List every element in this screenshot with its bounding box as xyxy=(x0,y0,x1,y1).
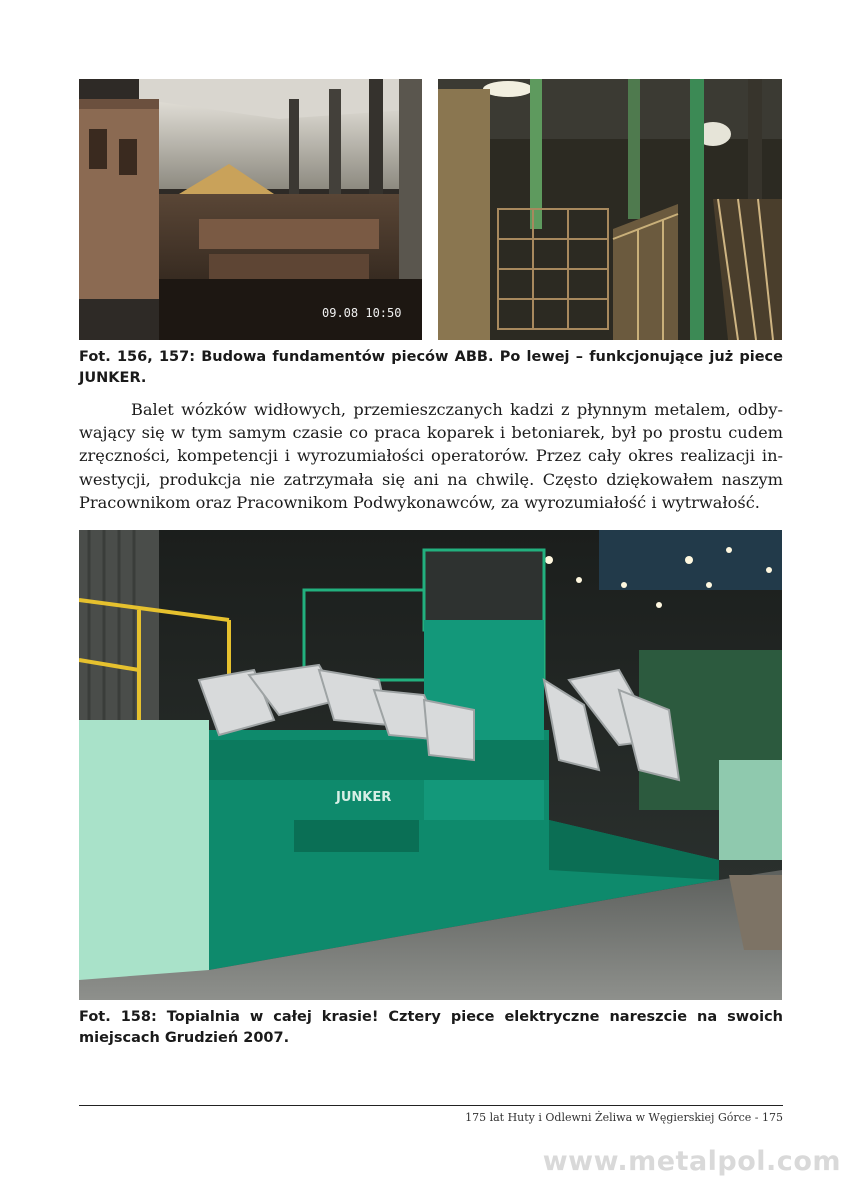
paragraph-line: Pracownikom oraz Pracownikom Podwykonawców, za wyrozumiałość i wytrwałość. xyxy=(79,492,760,512)
footer-running-title: 175 lat Huty i Odlewni Żeliwa w Węgierskiej Górce - 175 xyxy=(465,1111,783,1124)
photo-melting-shop xyxy=(79,530,782,1000)
body-paragraph xyxy=(79,398,783,514)
footer-divider xyxy=(79,1105,783,1106)
furnace-sign: JUNKER xyxy=(336,790,392,805)
photo-timestamp: 09.08 10:50 xyxy=(322,306,402,320)
paragraph-line: westycji, produkcja nie zatrzymała się ani na chwilę. Często dziękowałem naszym xyxy=(79,469,783,489)
paragraph-line: Balet wózków widłowych, przemieszczanych kadzi z płynnym metalem, odby- xyxy=(131,400,783,419)
watermark: www.metalpol.com xyxy=(542,1146,841,1177)
photo-foundation-construction xyxy=(79,79,422,340)
caption-photos-156-157: Fot. 156, 157: Budowa fundamentów pieców ABB. Po lewej – funkcjonujące już piece JUNKER. xyxy=(79,349,783,386)
paragraph-line: zręczności, kompetencji i wyrozumiałości operatorów. Przez cały okres realizacji in- xyxy=(79,446,783,466)
paragraph-line: wający się w tym samym czasie co praca koparek i betoniarek, był po prostu cudem xyxy=(79,423,783,443)
caption-photo-158: Fot. 158: Topialnia w całej krasie! Cztery piece elektryczne nareszcie na swoich miejscach Grudzień 2007. xyxy=(79,1009,783,1046)
photo-formwork xyxy=(438,79,782,340)
